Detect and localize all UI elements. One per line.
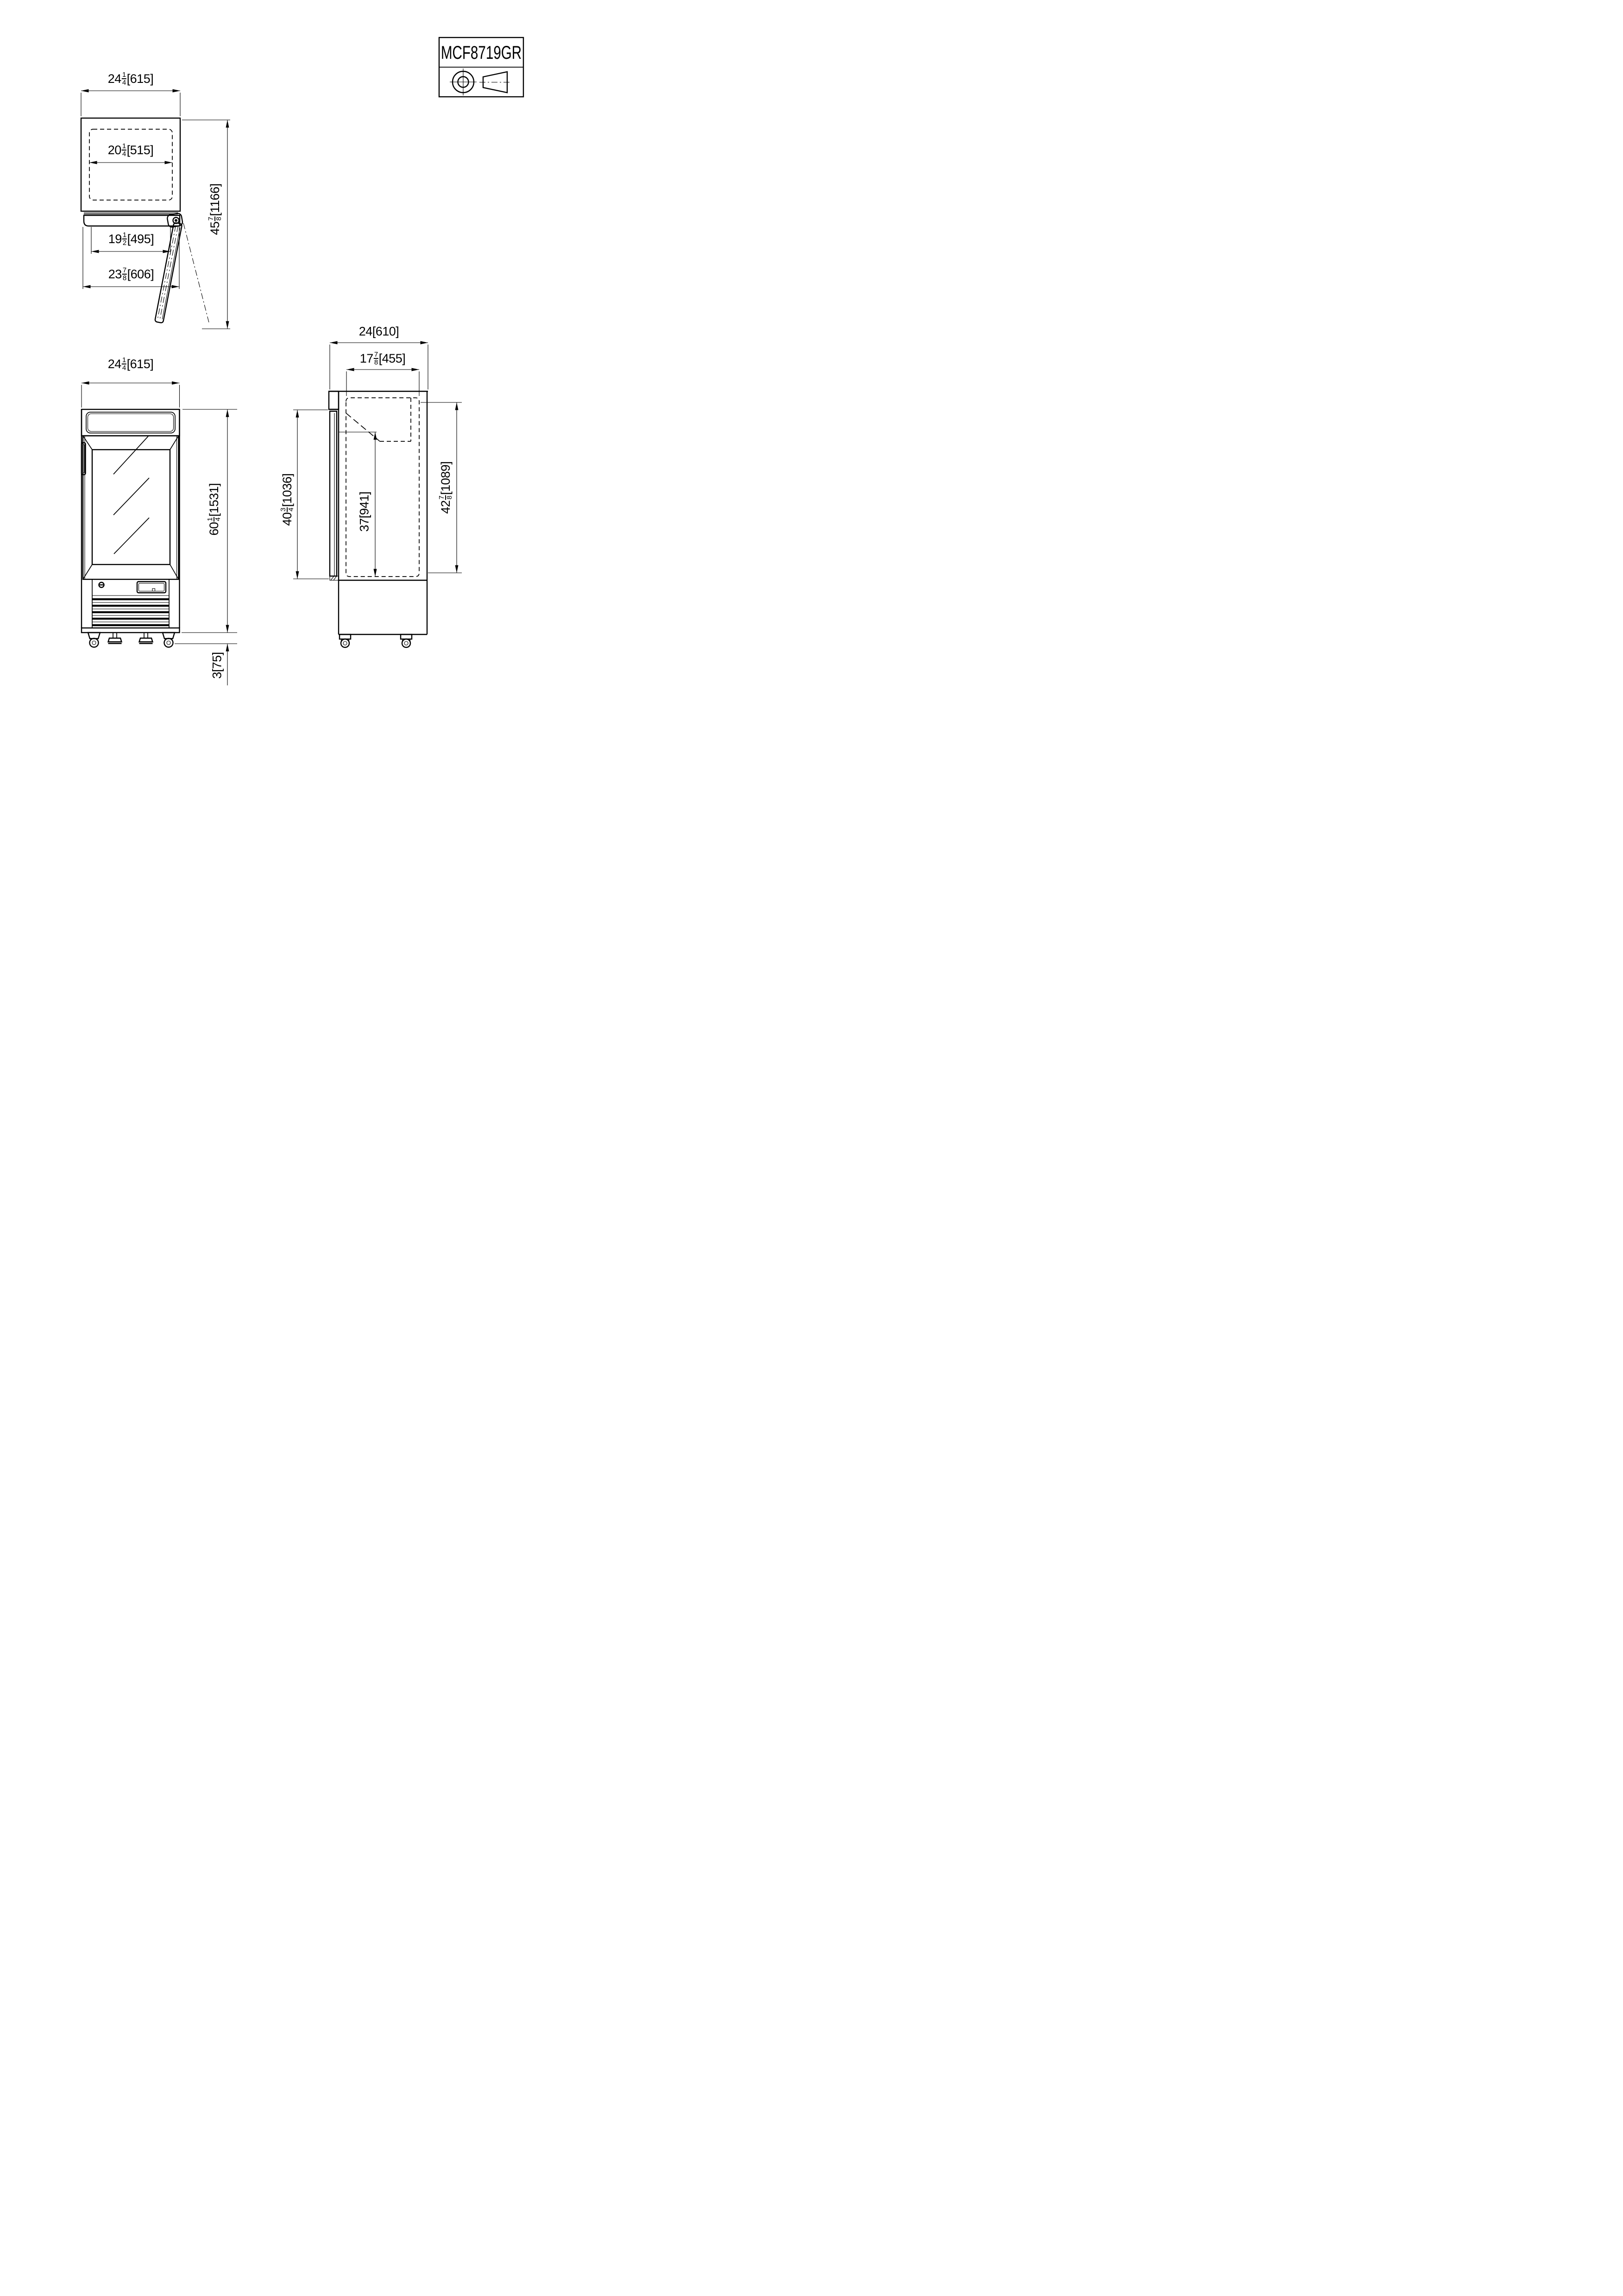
dim-base-foot-height: 3 [75] xyxy=(210,652,224,679)
dim-top-interior-width: 20 $\frac{1}{4}$ [515] xyxy=(107,142,154,158)
drawing-linework xyxy=(0,0,541,765)
dim-usable-height: 37 [941] xyxy=(357,491,371,532)
side-view-dimensions xyxy=(293,343,462,579)
louver-grille xyxy=(92,596,169,625)
side-view xyxy=(293,343,462,647)
side-door-slab xyxy=(329,409,339,580)
front-glass-door xyxy=(82,436,179,579)
front-feet xyxy=(88,633,175,647)
side-interior-dashed xyxy=(346,398,419,577)
dim-depth-door-open: 45 7 8 [1166] xyxy=(207,183,223,235)
dim-interior-depth: 17 $\frac{7}{8}$ [455] xyxy=(359,351,406,366)
leveling-foot-icon xyxy=(108,633,122,644)
door-swing-line xyxy=(183,223,209,324)
dim-front-width: 24 $\frac{1}{4}$ [615] xyxy=(107,356,154,372)
lock-icon xyxy=(99,583,104,588)
dim-overall-height: 60 1 4 [1531] xyxy=(206,483,222,536)
drawing-sheet xyxy=(0,0,541,765)
front-sign-panel xyxy=(86,412,175,433)
model-number: MCF8719GR xyxy=(440,42,522,63)
side-compressor-section xyxy=(339,580,427,634)
top-view-cabinet xyxy=(81,118,180,211)
front-compressor-section xyxy=(82,409,180,633)
glass-reflection-lines xyxy=(113,436,149,554)
caster-icon xyxy=(401,634,412,647)
dim-door-height: 42 7 8 [1089] xyxy=(438,461,453,514)
dim-door-width: 23 $\frac{7}{8}$ [606] xyxy=(108,266,154,282)
top-view-door-frame xyxy=(84,215,180,226)
open-door-leaf xyxy=(155,222,182,323)
top-view-interior-dashed xyxy=(89,129,172,200)
side-feet xyxy=(340,634,412,647)
dim-door-opening-width: 19 $\frac{1}{2}$ [495] xyxy=(108,231,154,247)
dim-interior-height: 40 3 4 [1036] xyxy=(279,473,295,526)
caster-icon xyxy=(88,633,100,647)
projection-circles-icon xyxy=(450,69,477,95)
dim-top-width: 24 $\frac{1}{4}$ [615] xyxy=(107,71,154,87)
front-base-band xyxy=(82,628,180,633)
side-header-box xyxy=(329,391,339,409)
control-panel xyxy=(137,582,166,593)
caster-icon xyxy=(340,634,351,647)
projection-cone-icon xyxy=(479,72,511,93)
front-header xyxy=(82,409,180,436)
dim-side-depth: 24 [610] xyxy=(359,324,399,339)
caster-icon xyxy=(163,633,175,647)
leveling-foot-icon xyxy=(139,633,153,644)
